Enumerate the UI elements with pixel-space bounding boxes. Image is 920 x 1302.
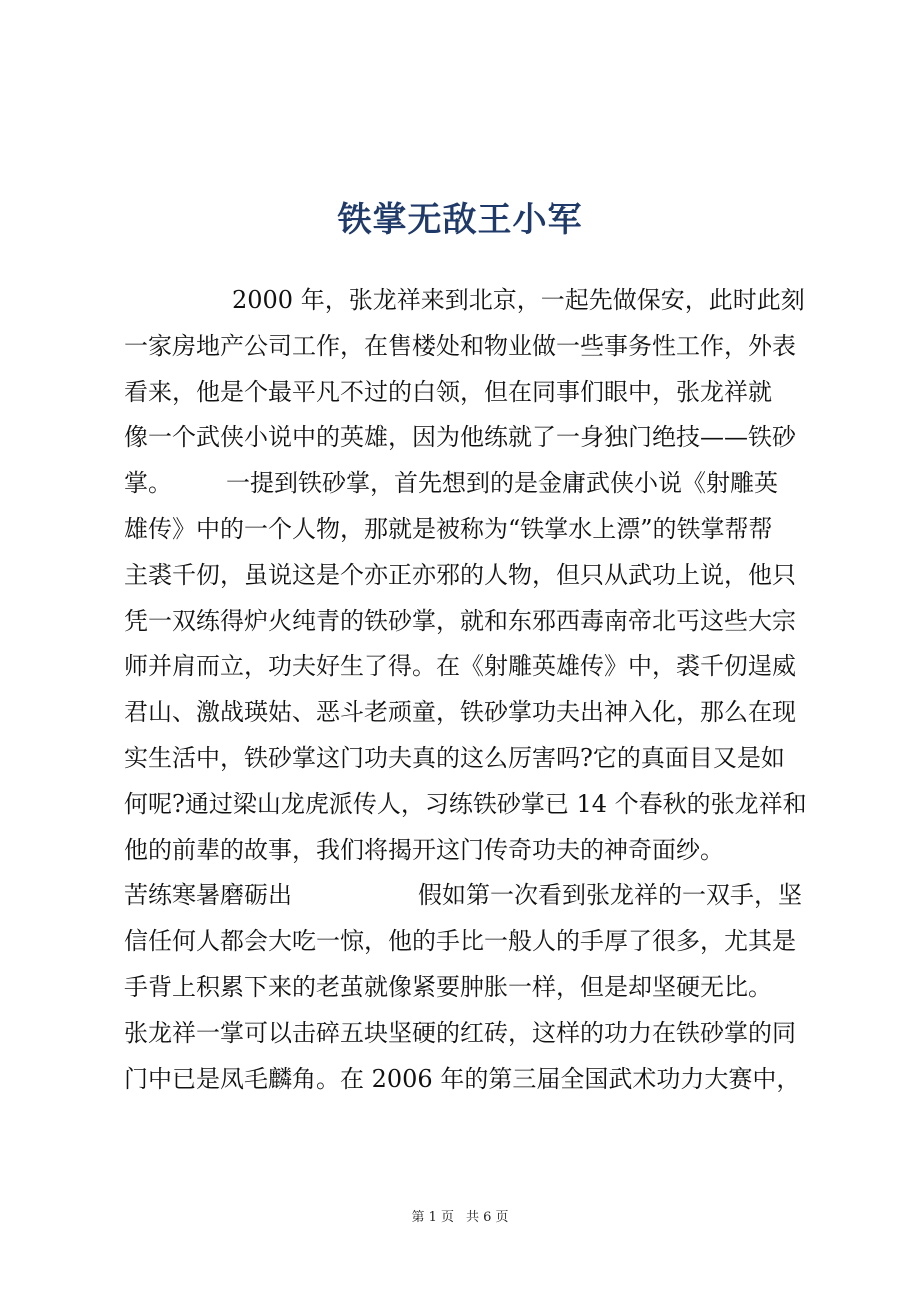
text-line: 信任何人都会大吃一惊，他的手比一般人的手厚了很多，尤其是 bbox=[124, 927, 796, 956]
text-line: 师并肩而立，功夫好生了得。在《射雕英雄传》中，裘千仞逞威 bbox=[124, 652, 796, 681]
document-body bbox=[124, 278, 808, 1102]
text-line: 主裘千仞，虽说这是个亦正亦邪的人物，但只从武功上说，他只 bbox=[124, 560, 796, 589]
text-line: 手背上积累下来的老茧就像紧要肿胀一样，但是却坚硬无比。 bbox=[124, 972, 772, 1001]
text-line: 门中已是凤毛麟角。在 2006 年的第三届全国武术功力大赛中， bbox=[124, 1064, 801, 1093]
text-line-combined bbox=[124, 873, 808, 919]
page-number-current: 第 1 页 bbox=[411, 1210, 454, 1225]
section-heading: 苦练寒暑磨砺出 bbox=[124, 881, 292, 910]
text-segment: 掌。 bbox=[124, 469, 172, 498]
text-line: 看来，他是个最平凡不过的白领，但在同事们眼中，张龙祥就 bbox=[124, 377, 772, 406]
text-line: 何呢?通过梁山龙虎派传人，习练铁砂掌已 14 个春秋的张龙祥和 bbox=[124, 789, 807, 818]
page-number-total: 共 6 页 bbox=[466, 1210, 509, 1225]
text-segment: 假如第一次看到张龙祥的一双手，坚 bbox=[418, 881, 802, 910]
text-line: 君山、激战瑛姑、恶斗老顽童，铁砂掌功夫出神入化，那么在现 bbox=[124, 698, 796, 727]
page-footer bbox=[0, 1206, 920, 1225]
text-line: 一家房地产公司工作，在售楼处和物业做一些事务性工作，外表 bbox=[124, 331, 796, 360]
text-line: 实生活中，铁砂掌这门功夫真的这么厉害吗?它的真面目又是如 bbox=[124, 743, 785, 772]
text-segment: 一提到铁砂掌，首先想到的是金庸武侠小说《射雕英 bbox=[226, 469, 778, 498]
text-line: 凭一双练得炉火纯青的铁砂掌，就和东邪西毒南帝北丐这些大宗 bbox=[124, 606, 796, 635]
text-line: 他的前辈的故事，我们将揭开这门传奇功夫的神奇面纱。 bbox=[124, 835, 724, 864]
text-line: 2000 年，张龙祥来到北京，一起先做保安，此时此刻 bbox=[232, 286, 805, 314]
text-line: 雄传》中的一个人物，那就是被称为“铁掌水上漂”的铁掌帮帮 bbox=[124, 514, 773, 543]
document-title: 铁掌无敌王小军 bbox=[337, 200, 583, 240]
text-line-combined bbox=[124, 461, 808, 507]
text-line: 张龙祥一掌可以击碎五块坚硬的红砖，这样的功力在铁砂掌的同 bbox=[124, 1018, 796, 1047]
text-line: 像一个武侠小说中的英雄，因为他练就了一身独门绝技——铁砂 bbox=[124, 423, 796, 452]
